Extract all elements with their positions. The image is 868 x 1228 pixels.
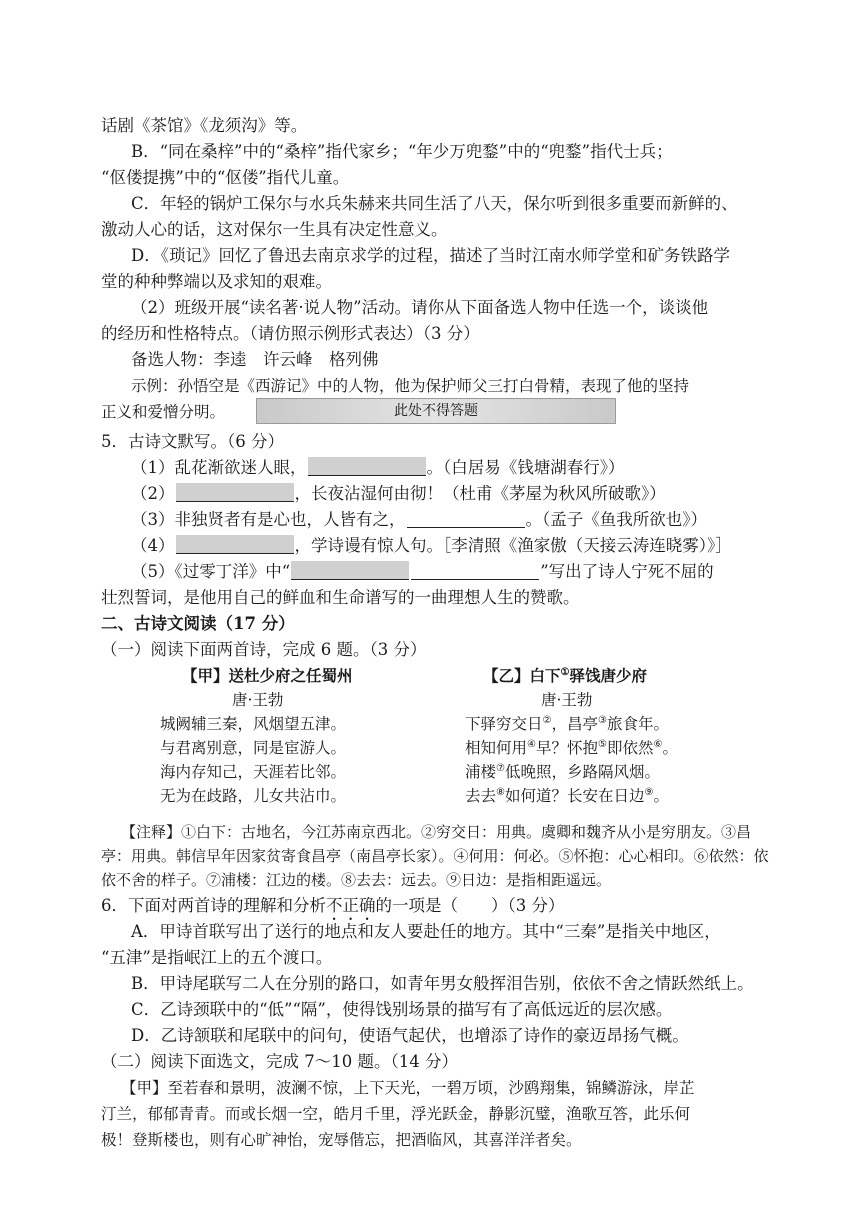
poem-b-title [465, 664, 765, 688]
poem-b-author: 唐·王勃 [541, 691, 593, 709]
q4-option-c-line2: 激动人心的话，这对保尔一生具有决定性意义。 [101, 220, 448, 239]
poem-a-title: 【甲】送杜少府之任蜀州 [182, 666, 353, 685]
poem-b-text: 旅食年。 [606, 715, 669, 733]
poem-a-line: 城阙辅三秦，风烟望五津。 [160, 715, 347, 733]
notes-line3: 依不舍的样子。⑦浦楼：江边的楼。⑧去去：远去。⑨日边：是指相距遥远。 [101, 871, 612, 889]
answer-blank[interactable] [407, 509, 525, 528]
q5-5-suffix: ”写出了诗人宁死不屈的 [540, 562, 714, 581]
notes-line2: 亭：用典。韩信早年因家贫寄食昌亭（南昌亭长家）。④何用：何必。⑤怀抱：心心相印。⑥依然：依 [101, 847, 769, 865]
note-ref: ⑨ [644, 786, 654, 798]
q5-4-suffix: ，学诗谩有惊人句。［李清照《渔家傲（天接云涛连晓雾）》］ [294, 536, 732, 555]
q4-text-line: 话剧《茶馆》《龙须沟》等。 [101, 116, 308, 135]
q5-1-prefix: （1）乱花渐欲迷人眼， [131, 458, 307, 477]
poem-b-text: 即依然 [606, 739, 654, 757]
note-ref: ③ [598, 714, 607, 726]
poem-b-text: 下驿穷交日 [465, 715, 543, 733]
q5-2-suffix: ，长夜沾湿何由彻！（杜甫《茅屋为秋风所破歌》） [294, 484, 666, 503]
poem-b-line [465, 784, 765, 808]
q6-option-d: D．乙诗颔联和尾联中的问句，使语气起伏，也增添了诗作的豪迈昂扬气概。 [131, 1026, 689, 1045]
prose-line1: 【甲】至若春和景明，波澜不惊，上下天光，一碧万顷，沙鸥翔集，锦鳞游泳，岸芷 [121, 1079, 695, 1097]
q6-option-c: C．乙诗颈联中的“低”“隔”，使得饯别场景的描写有了高低远近的层次感。 [131, 1000, 673, 1019]
poem-b-title-text: 【乙】白下 [483, 666, 561, 685]
q6-option-a-line1: A．甲诗首联写出了送行的地点和友人要赴任的地方。其中“三秦”是指关中地区， [131, 922, 721, 941]
q5-item-5-cont: 壮烈誓词，是他用自己的鲜血和生命谱写的一曲理想人生的赞歌。 [101, 588, 580, 607]
poem-a [160, 664, 420, 808]
part-2-heading: （二）阅读下面选文，完成 7～10 题。（14 分） [101, 1052, 458, 1071]
answer-blank[interactable] [291, 561, 409, 580]
note-ref: ① [560, 666, 570, 678]
poem-b-line [465, 760, 765, 784]
q5-2-prefix: （2） [131, 484, 175, 503]
note-ref: ⑦ [496, 762, 505, 774]
q5-5-prefix: （5）《过零丁洋》中“ [131, 562, 291, 581]
poem-b-text: 去去 [465, 787, 497, 805]
poem-b-text: 。 [653, 787, 669, 805]
poem-a-line: 无为在歧路，儿女共沾巾。 [160, 787, 347, 805]
q5-item-2 [131, 482, 666, 506]
poem-b-line [465, 736, 765, 760]
q6-stem-text: 的一项是（ ）（3 分） [375, 896, 565, 915]
prose-line3: 极！登斯楼也，则有心旷神怡，宠辱偕忘，把酒临风，其喜洋洋者矣。 [101, 1131, 582, 1149]
section-2-title: 二、古诗文阅读（17 分） [101, 614, 295, 633]
note-ref: ② [542, 714, 552, 726]
answer-blank[interactable] [411, 561, 539, 580]
poem-b-text: ，昌亭 [551, 715, 598, 733]
note-ref: ⑤ [598, 738, 607, 750]
no-answer-banner: 此处不得答题 [256, 398, 616, 424]
poem-b-text: 如何道？长安在日边 [504, 787, 645, 805]
poem-a-line: 与君离别意，同是宦游人。 [160, 739, 347, 757]
poem-b-text: 。 [662, 739, 678, 757]
poem-b-line [465, 712, 765, 736]
note-ref: ⑧ [496, 786, 505, 798]
q4-example-line1: 示例：孙悟空是《西游记》中的人物，他为保护师父三打白骨精，表现了他的坚持 [131, 377, 690, 395]
q4-option-d-line2: 堂的种种弊端以及求知的艰难。 [101, 272, 332, 291]
q4-part2-line2: 的经历和性格特点。（请仿照示例形式表达）（3 分） [101, 324, 480, 343]
note-ref: ④ [527, 738, 536, 750]
poem-b-text: 早？怀抱 [535, 739, 598, 757]
q4-option-d-line1: D．《琐记》回忆了鲁迅去南京求学的过程，描述了当时江南水师学堂和矿务铁路学 [131, 246, 730, 265]
poem-b-title-text: 驿饯唐少府 [569, 666, 647, 685]
notes-line1: 【注释】①白下：古地名，今江苏南京西北。②穷交日：用典。虞卿和魏齐从小是穷朋友。③昌 [121, 823, 752, 841]
q6-option-a-line2: “五津”是指岷江上的五个渡口。 [101, 948, 333, 967]
part-1-heading: （一）阅读下面两首诗，完成 6 题。（3 分） [101, 640, 427, 659]
answer-blank[interactable] [176, 483, 294, 502]
q6-stem-text: 6．下面对两首诗的理解和分析 [101, 896, 326, 915]
poem-b [465, 664, 765, 808]
q5-1-suffix: 。（白居易《钱塘湖春行》） [426, 458, 625, 477]
q5-3-prefix: （3）非独贤者有是心也，人皆有之， [131, 510, 406, 529]
q6-option-b: B．甲诗尾联写二人在分别的路口，如青年男女般挥泪告别，依依不舍之情跃然纸上。 [131, 974, 754, 993]
q5-item-4 [131, 534, 732, 558]
q5-3-suffix: 。（孟子《鱼我所欲也》） [525, 510, 707, 529]
q4-option-b-line1: B．“同在桑梓”中的“桑梓”指代家乡；“年少万兜鍪”中的“兜鍪”指代士兵； [131, 142, 673, 161]
q5-4-prefix: （4） [131, 536, 175, 555]
note-ref: ⑥ [653, 738, 663, 750]
poem-b-text: 相知何用 [465, 739, 528, 757]
q5-item-5 [131, 560, 714, 584]
q6-stem-emphasis: 不正确 [326, 896, 376, 915]
q4-part2-line1: （2）班级开展“读名著·说人物”活动。请你从下面备选人物中任选一个，谈谈他 [131, 298, 709, 317]
q5-item-1 [131, 456, 625, 480]
answer-blank[interactable] [308, 457, 426, 476]
q5-item-3 [131, 508, 707, 532]
q5-title: 5．古诗文默写。（6 分） [101, 432, 284, 451]
q4-option-c-line1: C．年轻的锅炉工保尔与水兵朱赫来共同生活了八天，保尔听到很多重要而新鲜的、 [131, 194, 738, 213]
q4-example-line2: 正义和爱憎分明。 [101, 403, 226, 421]
poem-a-line: 海内存知己，天涯若比邻。 [160, 763, 347, 781]
q4-option-b-line2: “伛偻提携”中的“伛偻”指代儿童。 [101, 168, 350, 187]
q4-candidates: 备选人物：李逵 许云峰 格列佛 [131, 350, 379, 369]
answer-blank[interactable] [176, 535, 294, 554]
poem-b-text: 浦楼 [465, 763, 497, 781]
prose-line2: 汀兰，郁郁青青。而或长烟一空，皓月千里，浮光跃金，静影沉璧，渔歌互答，此乐何 [101, 1105, 691, 1123]
poem-a-author: 唐·王勃 [232, 691, 284, 709]
poem-b-text: 低晚照，乡路隔风烟。 [504, 763, 660, 781]
